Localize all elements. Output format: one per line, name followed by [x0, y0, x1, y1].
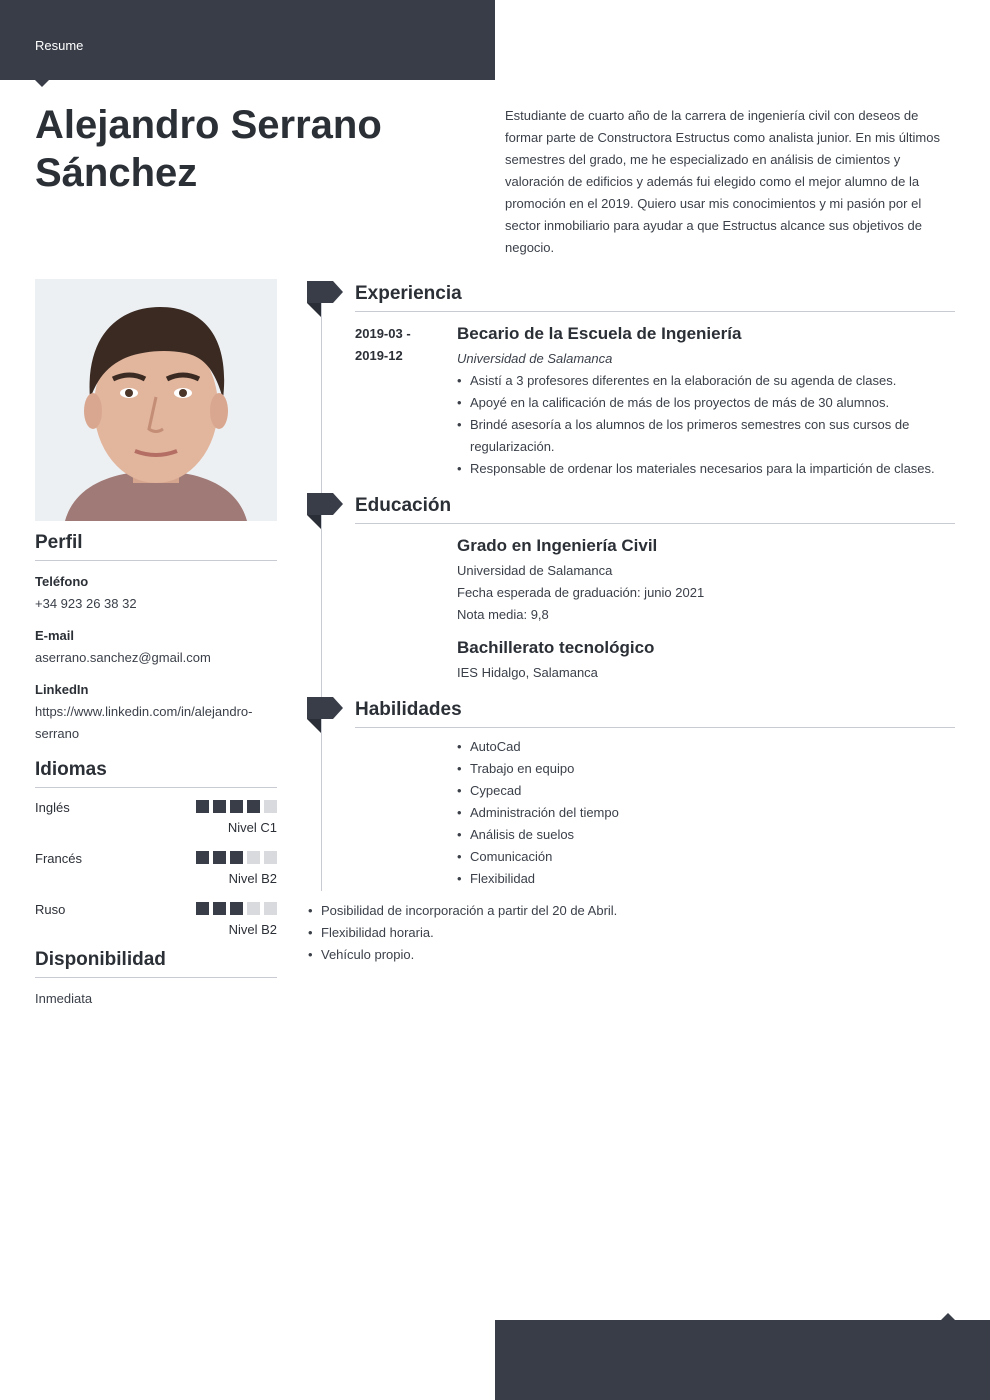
- skills-entry: [457, 736, 957, 890]
- level-dot-empty: [247, 851, 260, 864]
- language-level: Nivel B2: [228, 871, 277, 886]
- phone-value: +34 923 26 38 32: [35, 596, 137, 611]
- level-dot-empty: [264, 851, 277, 864]
- list-item: • Brindé asesoría a los alumnos de los primeros semestres con sus cursos de regularización.: [457, 414, 957, 458]
- level-dot-filled: [196, 851, 209, 864]
- education-degree: Grado en Ingeniería Civil: [457, 536, 658, 555]
- left-column: [35, 532, 277, 1010]
- list-item: • Comunicación: [457, 846, 957, 868]
- list-item: • Administración del tiempo: [457, 802, 957, 824]
- list-item: • Posibilidad de incorporación a partir del 20 de Abril.: [308, 900, 808, 922]
- level-dot-filled: [213, 902, 226, 915]
- experience-bullets: [457, 370, 957, 480]
- list-item: • AutoCad: [457, 736, 957, 758]
- list-item: • Flexibilidad horaria.: [308, 922, 808, 944]
- experience-section-title: Experiencia: [355, 283, 955, 312]
- list-item: • Trabajo en equipo: [457, 758, 957, 780]
- language-level-dots: [196, 851, 277, 864]
- experience-entry: [457, 323, 957, 480]
- language-item: [35, 898, 277, 949]
- experience-date: [355, 323, 411, 367]
- level-dot-filled: [196, 902, 209, 915]
- language-name: Francés: [35, 851, 82, 866]
- level-dot-filled: [230, 902, 243, 915]
- list-item: • Flexibilidad: [457, 868, 957, 890]
- education-grade: Nota media: 9,8: [457, 607, 549, 622]
- list-item: • Cypecad: [457, 780, 957, 802]
- education-school: IES Hidalgo, Salamanca: [457, 665, 598, 680]
- level-dot-empty: [247, 902, 260, 915]
- education-graduation: Fecha esperada de graduación: junio 2021: [457, 585, 705, 600]
- candidate-name: Alejandro Serrano Sánchez: [35, 103, 382, 195]
- experience-role: Becario de la Escuela de Ingeniería: [457, 324, 742, 343]
- list-item: • Análisis de suelos: [457, 824, 957, 846]
- language-name: Inglés: [35, 800, 70, 815]
- extras-entry: [308, 900, 808, 966]
- experience-org: Universidad de Salamanca: [457, 351, 613, 366]
- education-section-title: Educación: [355, 495, 955, 524]
- availability-section-title: Disponibilidad: [35, 949, 277, 978]
- education-entry: [457, 535, 957, 626]
- level-dot-filled: [213, 851, 226, 864]
- email-label: E-mail: [35, 628, 75, 643]
- linkedin-label: LinkedIn: [35, 682, 89, 697]
- header-label: Resume: [35, 38, 84, 53]
- footer-notch: [941, 1313, 955, 1320]
- portrait-illustration: [35, 279, 277, 521]
- language-item: [35, 796, 277, 847]
- level-dot-empty: [264, 902, 277, 915]
- summary-text: Estudiante de cuarto año de la carrera de ingeniería civil con deseos de formar parte de Constructora Estructus como analista junior. En mis últimos semestres del grado, me he especializado en análisis de cimientos y valoración de edificios y además fui elegido como el mejor alumno de la promoción en el 2019. Quiero usar mis conocimientos y mi pasión por el sector inmobiliario para ayudar a que Estructus alcance sus objetivos de negocio.: [505, 108, 940, 255]
- list-item: • Asistí a 3 profesores diferentes en la elaboración de su agenda de clases.: [457, 370, 957, 392]
- experience-date-start: 2019-03 -: [355, 326, 411, 341]
- languages-list: [35, 796, 277, 949]
- language-level-dots: [196, 800, 277, 813]
- education-degree: Bachillerato tecnológico: [457, 638, 655, 657]
- header-notch: [35, 80, 49, 87]
- level-dot-filled: [196, 800, 209, 813]
- list-item: • Vehículo propio.: [308, 944, 808, 966]
- availability-value: Inmediata: [35, 991, 93, 1006]
- linkedin-value[interactable]: https://www.linkedin.com/in/alejandro-serrano: [35, 704, 253, 741]
- experience-flag-icon: [307, 281, 343, 321]
- level-dot-filled: [230, 851, 243, 864]
- list-item: • Responsable de ordenar los materiales necesarios para la impartición de clases.: [457, 458, 957, 480]
- level-dot-empty: [264, 800, 277, 813]
- language-level: Nivel C1: [227, 820, 277, 835]
- level-dot-filled: [230, 800, 243, 813]
- level-dot-filled: [247, 800, 260, 813]
- extras-list: [308, 900, 808, 966]
- language-name: Ruso: [35, 902, 66, 917]
- phone-label: Teléfono: [35, 574, 89, 589]
- level-dot-filled: [213, 800, 226, 813]
- timeline-line: [321, 303, 322, 891]
- header-band: [0, 0, 495, 80]
- education-school: Universidad de Salamanca: [457, 563, 613, 578]
- profile-photo: [35, 279, 277, 521]
- email-value[interactable]: aserrano.sanchez@gmail.com: [35, 650, 211, 665]
- language-item: [35, 847, 277, 898]
- footer-band: [495, 1320, 990, 1400]
- profile-section-title: Perfil: [35, 532, 277, 561]
- skills-section-title: Habilidades: [355, 699, 955, 728]
- skills-flag-icon: [307, 697, 343, 737]
- education-entry: [457, 637, 957, 684]
- education-flag-icon: [307, 493, 343, 533]
- experience-date-end: 2019-12: [355, 348, 403, 363]
- language-level-dots: [196, 902, 277, 915]
- skills-list: [457, 736, 957, 890]
- language-level: Nivel B2: [228, 922, 277, 937]
- languages-section-title: Idiomas: [35, 759, 277, 788]
- list-item: • Apoyé en la calificación de más de los proyectos de más de 30 alumnos.: [457, 392, 957, 414]
